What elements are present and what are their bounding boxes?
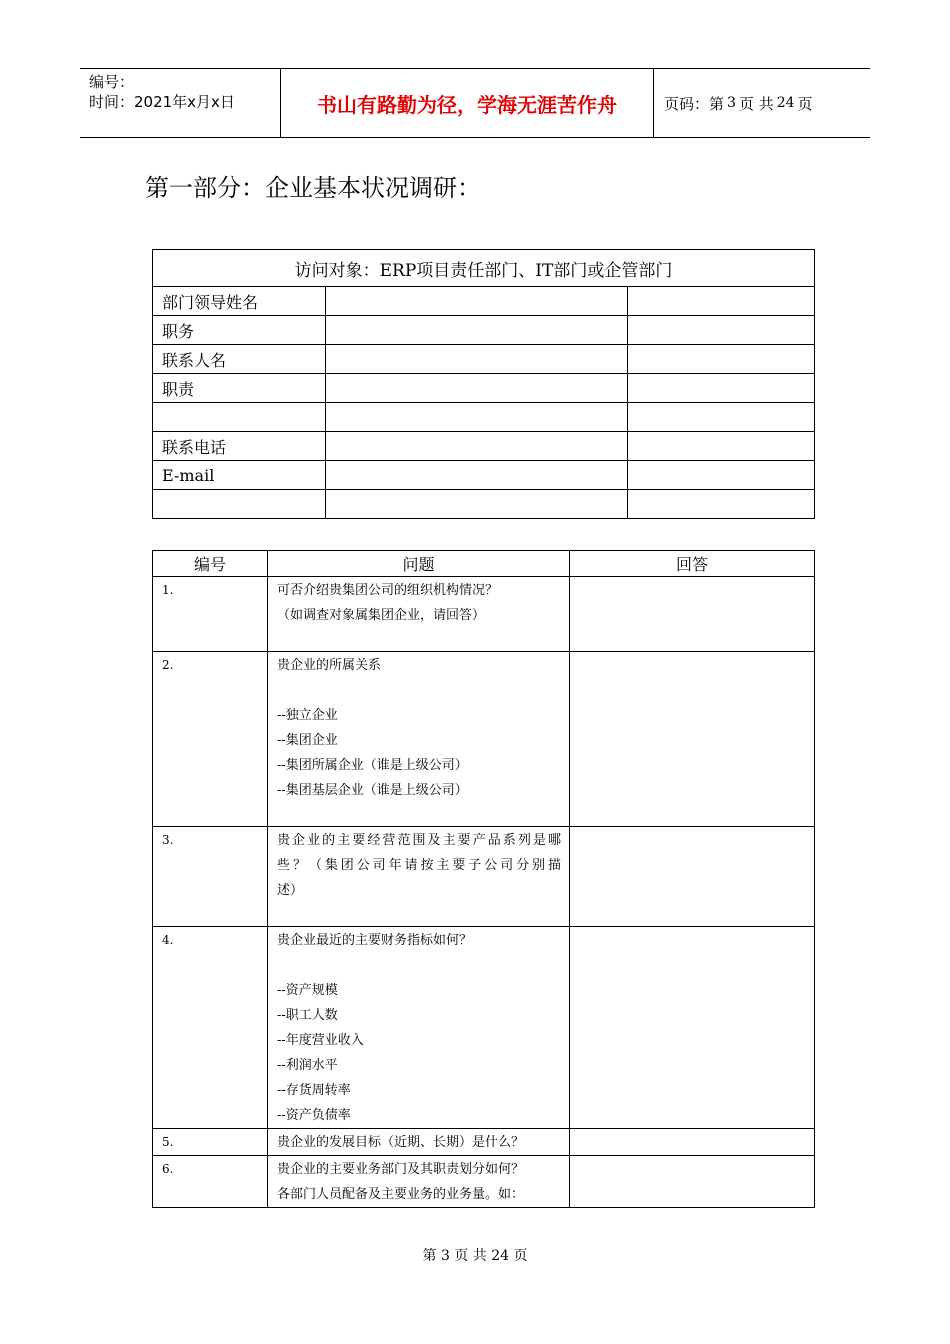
question-text xyxy=(268,1129,570,1156)
question-line: --职工人数 xyxy=(277,1008,338,1023)
info-field-label xyxy=(153,490,326,519)
question-line: --存货周转率 xyxy=(277,1083,351,1098)
info-row xyxy=(153,403,815,432)
question-line: --资产规模 xyxy=(277,983,338,998)
question-row xyxy=(153,927,815,1129)
question-line: --利润水平 xyxy=(277,1058,338,1073)
header-page-number xyxy=(654,69,870,137)
question-line: 贵企业的发展目标（近期、长期）是什么？ xyxy=(277,1135,525,1150)
info-field-label: 联系电话 xyxy=(153,432,326,461)
info-field-value[interactable] xyxy=(326,403,628,432)
question-number: 5. xyxy=(153,1129,268,1156)
info-field-value[interactable] xyxy=(326,316,628,345)
info-row xyxy=(153,490,815,519)
info-field-label: 联系人名 xyxy=(153,345,326,374)
question-row xyxy=(153,577,815,652)
answer-cell[interactable] xyxy=(570,577,815,652)
info-row xyxy=(153,432,815,461)
header-answer: 回答 xyxy=(570,551,815,577)
info-field-label: 部门领导姓名 xyxy=(153,287,326,316)
question-number: 6. xyxy=(153,1156,268,1208)
page-footer: 第 3 页 共 24 页 xyxy=(422,1248,528,1264)
question-row xyxy=(153,1129,815,1156)
header-question: 问题 xyxy=(268,551,570,577)
question-line: 贵企业最近的主要财务指标如何？ xyxy=(277,933,473,948)
question-line: --资产负债率 xyxy=(277,1108,351,1123)
info-field-extra[interactable] xyxy=(628,374,815,403)
question-line: 各部门人员配备及主要业务的业务量。如： xyxy=(277,1187,525,1202)
info-field-label xyxy=(153,403,326,432)
question-line xyxy=(277,678,561,703)
question-number: 4. xyxy=(153,927,268,1129)
answer-cell[interactable] xyxy=(570,927,815,1129)
answer-cell[interactable] xyxy=(570,652,815,827)
question-line: 些？（集团公司年请按主要子公司分别描 xyxy=(277,858,561,873)
question-line: 述） xyxy=(277,883,304,898)
info-field-value[interactable] xyxy=(326,461,628,490)
question-line: --集团企业 xyxy=(277,733,338,748)
page-mid: 页 共 xyxy=(738,94,774,113)
question-line: 贵企业的所属关系 xyxy=(277,658,382,673)
date-label: 时间：2021年x月x日 xyxy=(89,93,235,111)
info-field-extra[interactable] xyxy=(628,490,815,519)
page-header xyxy=(80,68,870,138)
info-field-value[interactable] xyxy=(326,345,628,374)
question-number: 3. xyxy=(153,827,268,927)
info-row xyxy=(153,316,815,345)
info-field-extra[interactable] xyxy=(628,403,815,432)
question-number: 1. xyxy=(153,577,268,652)
info-table-body xyxy=(153,287,815,519)
question-text xyxy=(268,827,570,927)
info-table-title: 访问对象：ERP项目责任部门、IT部门或企管部门 xyxy=(153,250,815,287)
info-field-label: E-mail xyxy=(153,461,326,490)
question-row xyxy=(153,652,815,827)
info-field-extra[interactable] xyxy=(628,461,815,490)
question-text xyxy=(268,1156,570,1208)
question-line: 可否介绍贵集团公司的组织机构情况？ xyxy=(277,583,499,598)
info-table-title-row xyxy=(153,250,815,287)
info-row xyxy=(153,345,815,374)
question-text xyxy=(268,927,570,1129)
info-field-extra[interactable] xyxy=(628,432,815,461)
info-field-value[interactable] xyxy=(326,490,628,519)
info-field-label: 职务 xyxy=(153,316,326,345)
info-field-value[interactable] xyxy=(326,287,628,316)
question-line: --独立企业 xyxy=(277,708,338,723)
info-field-extra[interactable] xyxy=(628,345,815,374)
question-line: （如调查对象属集团企业，请回答） xyxy=(277,608,486,623)
question-text xyxy=(268,577,570,652)
question-text xyxy=(268,652,570,827)
answer-cell[interactable] xyxy=(570,827,815,927)
question-line: --集团基层企业（谁是上级公司） xyxy=(277,783,468,798)
info-row xyxy=(153,461,815,490)
page-suffix: 页 xyxy=(797,94,813,113)
info-field-extra[interactable] xyxy=(628,316,815,345)
info-field-value[interactable] xyxy=(326,432,628,461)
question-line: --集团所属企业（谁是上级公司） xyxy=(277,758,468,773)
question-table xyxy=(152,550,815,1208)
question-table-body xyxy=(153,577,815,1208)
question-row xyxy=(153,1156,815,1208)
code-label: 编号： xyxy=(89,73,135,91)
page-prefix: 页码：第 xyxy=(664,94,725,113)
question-table-header xyxy=(153,551,815,577)
page-current: 3 xyxy=(727,95,736,111)
answer-cell[interactable] xyxy=(570,1129,815,1156)
question-row xyxy=(153,827,815,927)
question-line: 贵企业的主要业务部门及其职责划分如何？ xyxy=(277,1162,525,1177)
info-field-extra[interactable] xyxy=(628,287,815,316)
header-meta xyxy=(80,69,281,137)
question-line xyxy=(277,953,561,978)
section-title: 第一部分：企业基本状况调研： xyxy=(145,174,481,202)
question-number: 2. xyxy=(153,652,268,827)
question-line: --年度营业收入 xyxy=(277,1033,364,1048)
page-total: 24 xyxy=(776,95,795,111)
question-line: 贵企业的主要经营范围及主要产品系列是哪 xyxy=(277,833,561,848)
info-row xyxy=(153,287,815,316)
info-row xyxy=(153,374,815,403)
header-number: 编号 xyxy=(153,551,268,577)
interviewee-info-table xyxy=(152,249,815,519)
info-field-value[interactable] xyxy=(326,374,628,403)
header-motto: 书山有路勤为径，学海无涯苦作舟 xyxy=(281,69,654,137)
answer-cell[interactable] xyxy=(570,1156,815,1208)
info-field-label: 职责 xyxy=(153,374,326,403)
